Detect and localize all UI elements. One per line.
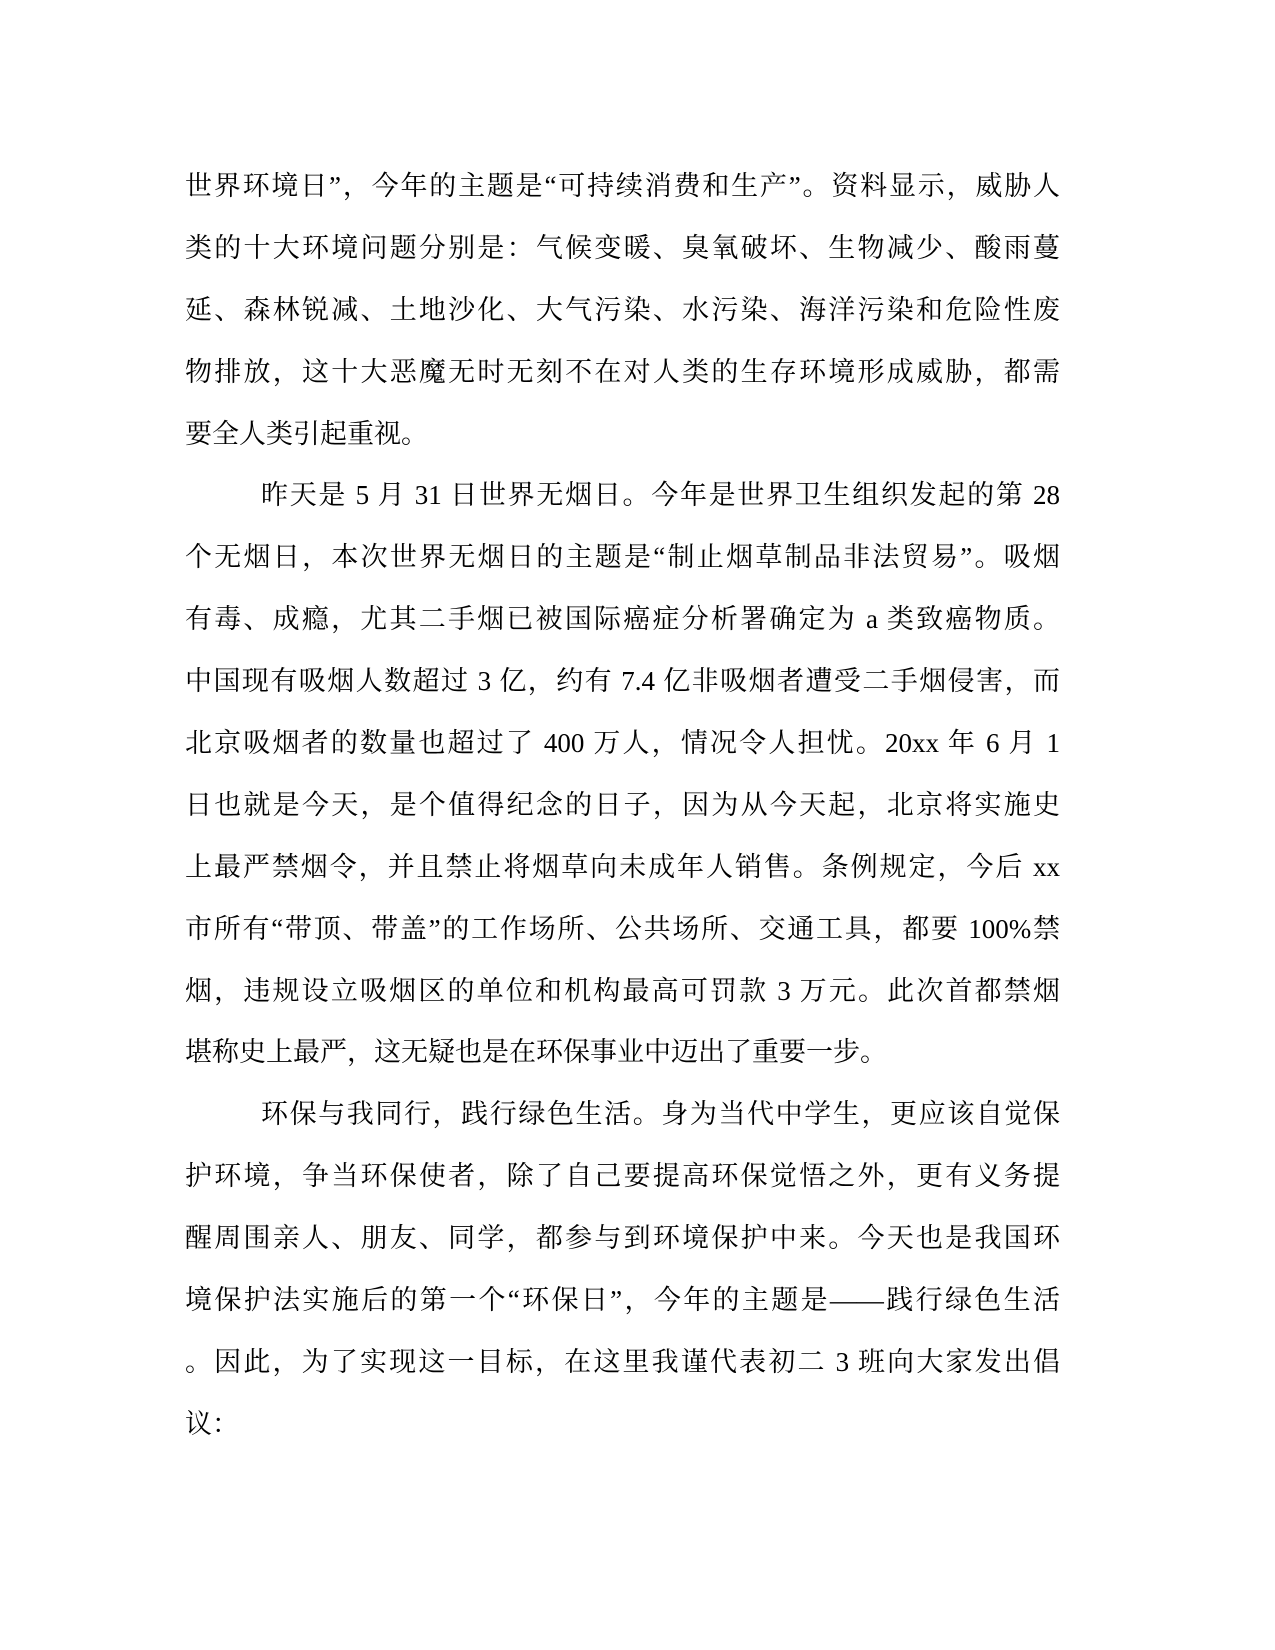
text-line: 市所有“带顶、带盖”的工作场所、公共场所、交通工具，都要 100%禁	[185, 913, 1060, 944]
text-line: 中国现有吸烟人数超过 3 亿，约有 7.4 亿非吸烟者遭受二手烟侵害，而	[185, 666, 1060, 697]
text-line: 上最严禁烟令，并且禁止将烟草向未成年人销售。条例规定，今后 xx	[185, 851, 1060, 882]
text-line: 议：	[185, 1408, 239, 1439]
text-line: 延、森林锐减、土地沙化、大气污染、水污染、海洋污染和危险性废	[185, 294, 1060, 325]
text-line: 个无烟日，本次世界无烟日的主题是“制止烟草制品非法贸易”。吸烟	[185, 542, 1060, 573]
document-body	[185, 156, 1060, 1456]
text-line: 类的十大环境问题分别是：气候变暖、臭氧破坏、生物减少、酸雨蔓	[185, 232, 1060, 263]
text-line: 护环境，争当环保使者，除了自己要提高环保觉悟之外，更有义务提	[185, 1161, 1060, 1192]
paragraph-environment-day	[185, 156, 1060, 465]
text-line: 烟，违规设立吸烟区的单位和机构最高可罚款 3 万元。此次首都禁烟	[185, 975, 1060, 1006]
text-line: 。因此，为了实现这一目标，在这里我谨代表初二 3 班向大家发出倡	[185, 1346, 1060, 1377]
text-line: 堪称史上最严，这无疑也是在环保事业中迈出了重要一步。	[185, 1037, 887, 1068]
text-line: 有毒、成瘾，尤其二手烟已被国际癌症分析署确定为 a 类致癌物质。	[185, 604, 1060, 635]
paragraph-no-tobacco-day	[185, 465, 1060, 1084]
text-line: 北京吸烟者的数量也超过了 400 万人，情况令人担忧。20xx 年 6 月 1	[185, 728, 1060, 759]
text-line: 日也就是今天，是个值得纪念的日子，因为从今天起，北京将实施史	[185, 789, 1060, 820]
text-line: 世界环境日”，今年的主题是“可持续消费和生产”。资料显示，威胁人	[185, 171, 1060, 201]
text-line: 要全人类引起重视。	[185, 418, 428, 449]
paragraph-green-life-proposal	[185, 1084, 1060, 1455]
text-line: 物排放，这十大恶魔无时无刻不在对人类的生存环境形成威胁，都需	[185, 356, 1060, 387]
text-line: 境保护法实施后的第一个“环保日”，今年的主题是——践行绿色生活	[185, 1285, 1060, 1316]
text-line: 醒周围亲人、朋友、同学，都参与到环境保护中来。今天也是我国环	[185, 1223, 1060, 1254]
text-line: 环保与我同行，践行绿色生活。身为当代中学生，更应该自觉保	[261, 1099, 1060, 1130]
text-line: 昨天是 5 月 31 日世界无烟日。今年是世界卫生组织发起的第 28	[261, 480, 1060, 511]
